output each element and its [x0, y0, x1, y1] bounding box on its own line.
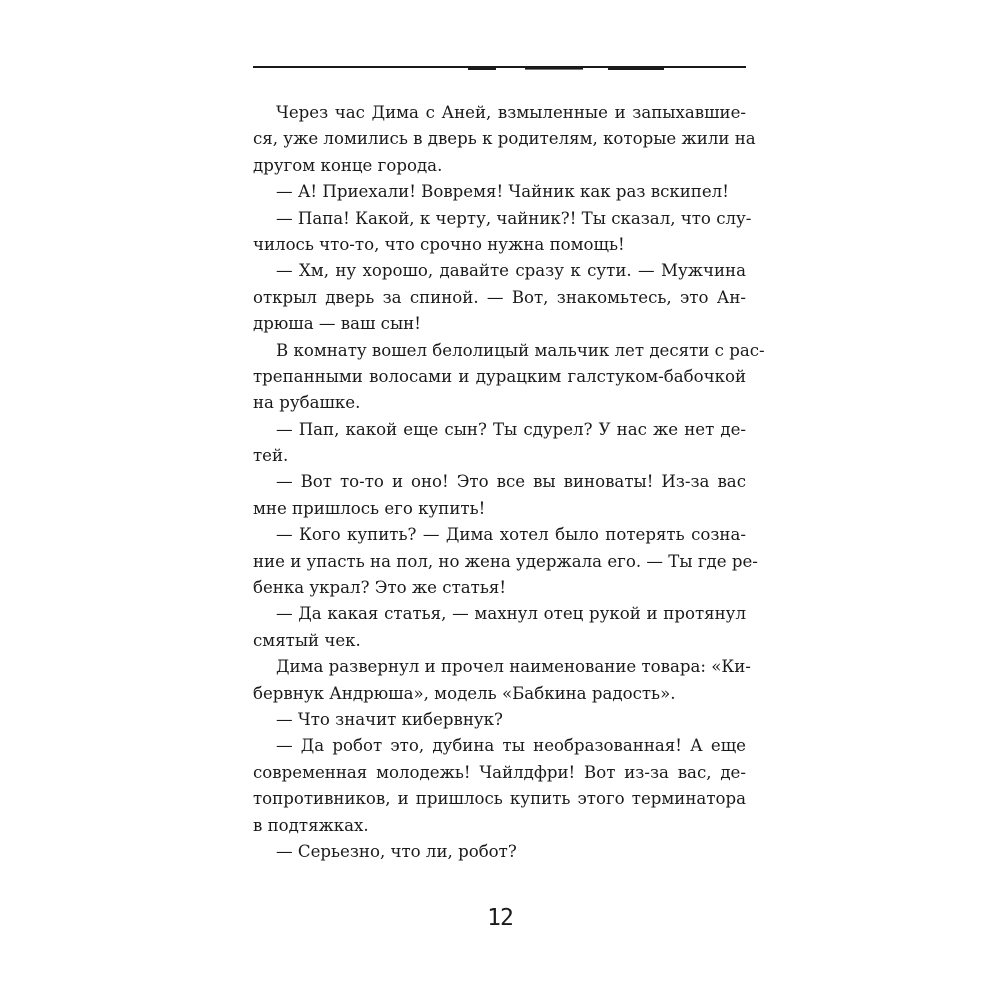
body-text: [253, 100, 765, 865]
text-line: — Папа! Какой, к черту, чайник?! Ты сказал, что слу-: [276, 208, 752, 228]
text-line: — Пап, какой еще сын? Ты сдурел? У нас же нет де-: [276, 419, 746, 439]
text-line: ние и упасть на пол, но жена удержала его. — Ты где ре-: [253, 551, 758, 571]
header-rule-main: [253, 66, 746, 68]
text-line: — А! Приехали! Вовремя! Чайник как раз вскипел!: [276, 182, 729, 202]
text-line: современная молодежь! Чайлдфри! Вот из-за вас, де-: [253, 762, 746, 782]
text-line: бервнук Андрюша», модель «Бабкина радость».: [253, 683, 676, 703]
text-line: — Да какая статья, — махнул отец рукой и протянул: [276, 604, 746, 624]
header-rule-accent-1: [468, 68, 496, 70]
text-line: другом конце города.: [253, 155, 443, 175]
text-line: тей.: [253, 446, 289, 466]
text-line: открыл дверь за спиной. — Вот, знакомьтесь, это Ан-: [253, 287, 746, 307]
text-line: — Серьезно, что ли, робот?: [276, 841, 517, 861]
text-line: В комнату вошел белолицый мальчик лет десяти с рас-: [276, 340, 765, 360]
text-line: топротивников, и пришлось купить этого терминатора: [253, 789, 746, 809]
text-line: мне пришлось его купить!: [253, 498, 486, 518]
text-line: — Кого купить? — Дима хотел было потерять созна-: [276, 525, 746, 545]
text-line: бенка украл? Это же статья!: [253, 578, 506, 598]
page-number: 12: [487, 905, 513, 931]
header-rule: [0, 0, 1000, 80]
text-line: на рубашке.: [253, 393, 361, 413]
text-line: — Хм, ну хорошо, давайте сразу к сути. — Мужчина: [276, 261, 746, 281]
header-rule-accent-2: [525, 68, 583, 70]
text-line: — Вот то-то и оно! Это все вы виноваты! Из-за вас: [276, 472, 746, 492]
text-line: ся, уже ломились в дверь к родителям, которые жили на: [253, 129, 756, 149]
text-line: трепанными волосами и дурацким галстуком-бабочкой: [253, 366, 746, 386]
text-line: смятый чек.: [253, 630, 361, 650]
text-line: дрюша — ваш сын!: [253, 314, 421, 334]
header-rule-accent-3: [608, 68, 664, 70]
text-line: Дима развернул и прочел наименование товара: «Ки-: [276, 657, 751, 677]
text-line: — Что значит кибервнук?: [276, 709, 503, 729]
text-line: Через час Дима с Аней, взмыленные и запыхавшие-: [276, 103, 746, 122]
text-line: — Да робот это, дубина ты необразованная! А еще: [276, 736, 746, 756]
text-line: чилось что-то, что срочно нужна помощь!: [253, 234, 625, 254]
text-line: в подтяжках.: [253, 815, 369, 835]
